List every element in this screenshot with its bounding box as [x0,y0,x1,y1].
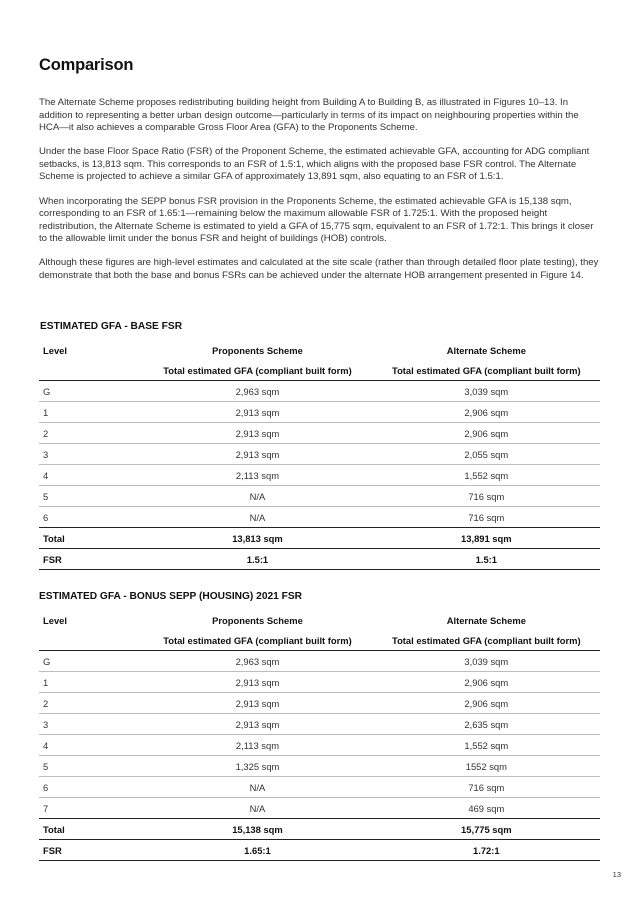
table-row: 4 2,113 sqm 1,552 sqm [39,735,600,756]
table-row: 4 2,113 sqm 1,552 sqm [39,465,600,486]
table-title: ESTIMATED GFA - BONUS SEPP (HOUSING) 2021 FSR [39,591,303,602]
table-row: 6 N/A 716 sqm [39,777,600,798]
table-row: 3 2,913 sqm 2,055 sqm [39,444,600,465]
table-row: 7 N/A 469 sqm [43,802,505,814]
col-alternate: Alternate Scheme [446,614,526,626]
gfa-table-bonus [39,610,600,861]
table-fsr-row: FSR 1.5:1 1.5:1 [39,549,600,570]
table-total-row: Total 15,138 sqm 15,775 sqm [39,819,600,840]
paragraph: The Alternate Scheme proposes redistributing building height from Building A to Building B, as illustrated in Figures 10–13. In addition to representing a better urban design outcome—particularly in terms of its impact on neighbouring properties within the HCA—it also achieves a comparable Gross Floor Area (GFA) to the Proponents Scheme. [39,97,579,134]
table-row: G 2,963 sqm 3,039 sqm [39,381,600,402]
col-level: Level [43,344,67,356]
col-proponents: Proponents Scheme [212,614,303,626]
table-row: 5 N/A 716 sqm [39,486,600,507]
col-alternate: Alternate Scheme [446,344,526,356]
table-section-base-fsr [39,320,600,570]
table-subheader-row [39,360,600,381]
table-row: 2 2,913 sqm 2,906 sqm [39,423,600,444]
table-section-bonus-fsr [39,590,600,861]
body-text [39,97,600,294]
gfa-table-base [39,340,600,570]
table-header-row [39,340,600,360]
table-fsr-row: FSR 1.65:1 1.72:1 [39,840,600,861]
col-proponents: Proponents Scheme [212,344,303,356]
subheader-alternate: Total estimated GFA (compliant built form) [373,630,600,651]
paragraph: Although these figures are high-level estimates and calculated at the site scale (rather than through detailed floor plate testing), they demonstrate that both the base and bonus FSRs can be achieved under the alternate HOB arrangement presented in Figure 14. [39,257,599,282]
page-title: Comparison [39,56,134,74]
table-row: 6 N/A 716 sqm [43,511,505,523]
subheader-proponents: Total estimated GFA (compliant built form) [142,630,372,651]
table-row: 1 2,913 sqm 2,906 sqm [39,672,600,693]
paragraph: When incorporating the SEPP bonus FSR provision in the Proponents Scheme, the estimated achievable GFA is 15,138 sqm, corresponding to an FSR of 1.65:1—remaining below the maximum allowable FSR of 1.725:1. With the proposed height redistribution, the Alternate Scheme is estimated to yield a GFA of 15,775 sqm, equivalent to an FSR of 1.72:1. This brings it closer to the allowable limit under the bonus FSR and height of buildings (HOB) controls. [39,195,594,245]
table-row: 5 1,325 sqm 1552 sqm [39,756,600,777]
table-row: 1 2,913 sqm 2,906 sqm [39,402,600,423]
table-header-row [39,610,600,630]
col-level: Level [43,614,67,626]
table-total-row: Total 13,813 sqm 13,891 sqm [39,528,600,549]
table-title: ESTIMATED GFA - BASE FSR [40,321,183,332]
table-row: G 2,963 sqm 3,039 sqm [39,651,600,672]
table-row: 3 2,913 sqm 2,635 sqm [39,714,600,735]
page-number: 13 [612,870,621,879]
table-row: 2 2,913 sqm 2,906 sqm [39,693,600,714]
subheader-proponents: Total estimated GFA (compliant built form) [142,360,372,381]
table-subheader-row [39,630,600,651]
paragraph: Under the base Floor Space Ratio (FSR) of the Proponent Scheme, the estimated achievable GFA, accounting for ADG compliant setbacks, is 13,813 sqm. This corresponds to an FSR of 1.5:1, which aligns with the proposed base FSR control. The Alternate Scheme is projected to achieve a similar GFA of approximately 13,891 sqm, also equating to an FSR of 1.5:1. [39,146,590,183]
subheader-alternate: Total estimated GFA (compliant built form) [373,360,600,381]
